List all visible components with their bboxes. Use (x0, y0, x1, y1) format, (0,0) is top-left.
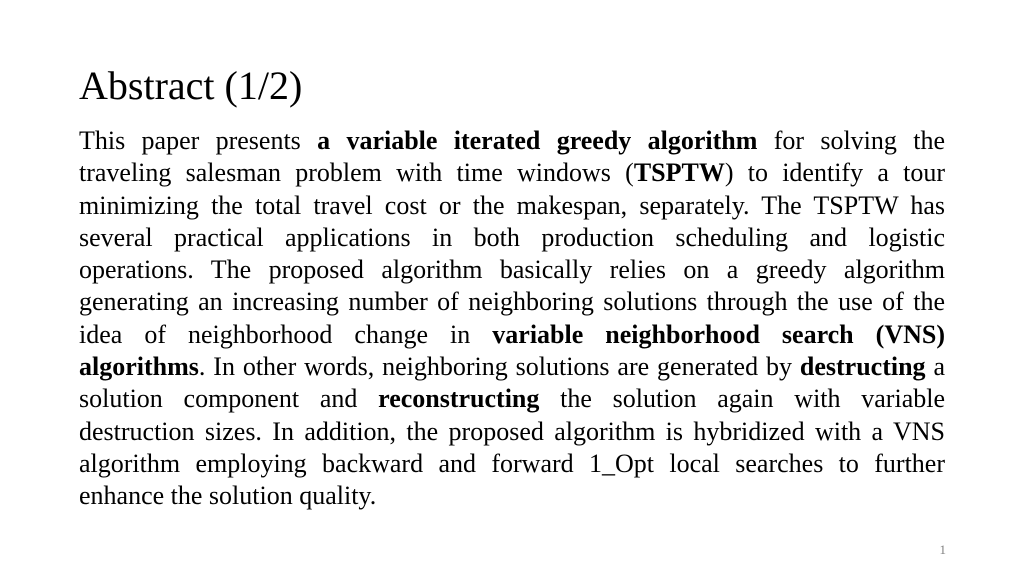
abstract-text-segment: the solution again with variable destruction sizes. In addition, the proposed algorithm is hybridized with a VNS algorithm employing backward and forward 1_Opt local searches to further enhance the solution quality. (79, 384, 945, 511)
abstract-emphasis-vns: variable neighborhood search (VNS) algorithms (79, 319, 945, 382)
page-number: 1 (939, 542, 946, 557)
abstract-text-segment: This paper presents (79, 126, 318, 155)
slide-title: Abstract (1/2) (79, 63, 303, 108)
abstract-emphasis-tsptw: TSPTW (633, 158, 725, 188)
abstract-emphasis-reconstructing: reconstructing (378, 384, 540, 414)
abstract-text-segment: ) to identify a tour minimizing the total travel cost or the makespan, separately. The TSPTW has several practical applications in both production scheduling and logistic operations. The proposed algorithm basically relies on a greedy algorithm generating an increasing number of neighboring solutions through the use of the idea of neighborhood change in (79, 158, 945, 349)
abstract-emphasis-destructing: destructing (799, 352, 926, 382)
abstract-text-segment: . In other words, neighboring solutions are generated by (198, 352, 800, 382)
abstract-paragraph (79, 125, 945, 513)
abstract-text-segment: a solution component and (79, 352, 945, 414)
abstract-emphasis-algorithm: a variable iterated greedy algorithm (317, 126, 758, 155)
abstract-text-segment: for solving the traveling salesman problem with time windows ( (79, 126, 945, 188)
